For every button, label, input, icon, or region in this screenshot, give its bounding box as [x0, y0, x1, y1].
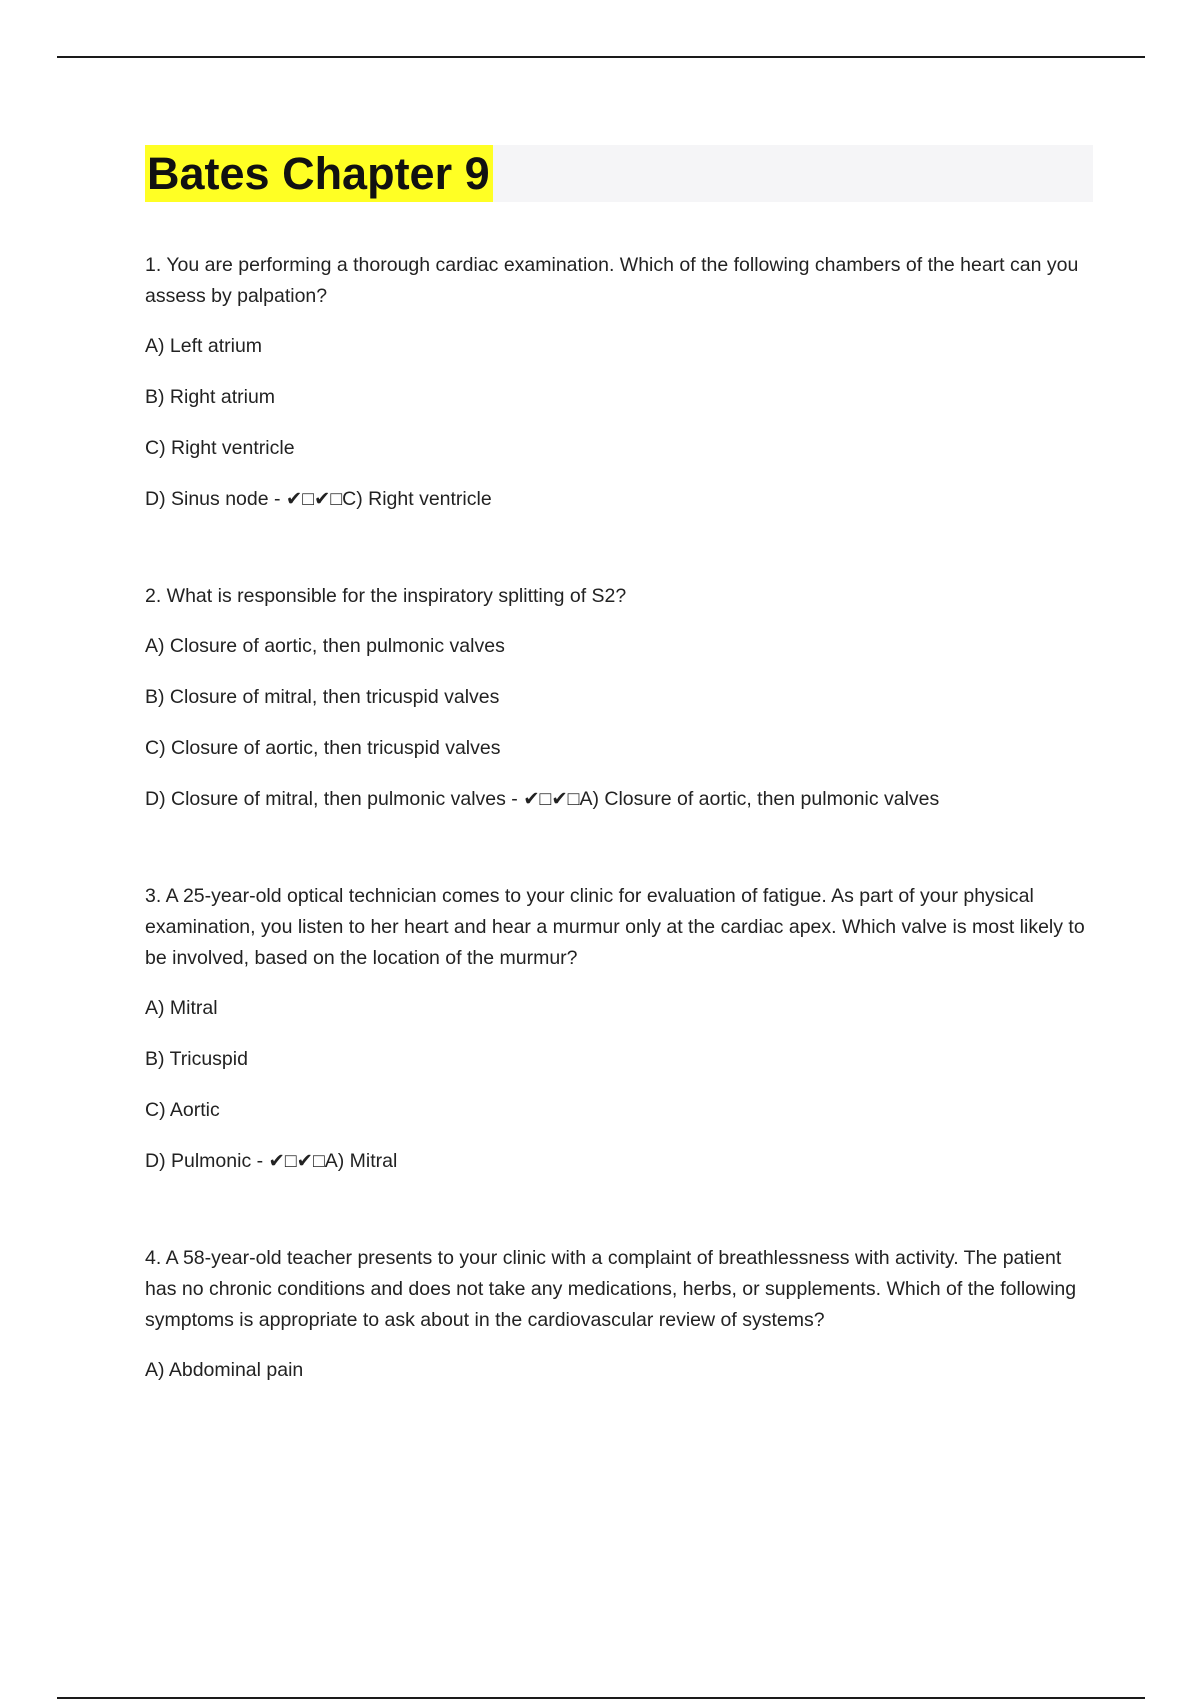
question-stem: 1. You are performing a thorough cardiac examination. Which of the following chambers of the heart can you assess by palpation?: [145, 254, 1079, 307]
question-2: [145, 581, 1085, 815]
answer-option-c: C) Aortic: [145, 1099, 220, 1121]
question-3: [145, 881, 1085, 1177]
answer-option-b: B) Tricuspid: [145, 1048, 248, 1070]
answer-option-a: A) Closure of aortic, then pulmonic valves: [145, 635, 505, 657]
answer-option-a: A) Mitral: [145, 997, 218, 1019]
answer-option-a: A) Abdominal pain: [145, 1359, 304, 1381]
question-stem: 2. What is responsible for the inspiratory splitting of S2?: [145, 585, 627, 607]
question-stem: 4. A 58-year-old teacher presents to your clinic with a complaint of breathlessness with activity. The patient has no chronic conditions and does not take any medications, herbs, or supplements. Which of the following symptoms is appropriate to ask about in the cardiovascular review of systems?: [145, 1247, 1077, 1331]
question-4: [145, 1243, 1085, 1386]
answer-option-d-with-key: D) Sinus node - ✔□✔□C) Right ventricle: [145, 488, 492, 510]
answer-option-d-with-key: D) Pulmonic - ✔□✔□A) Mitral: [145, 1150, 398, 1172]
answer-option-d-with-key: D) Closure of mitral, then pulmonic valves - ✔□✔□A) Closure of aortic, then pulmonic valves: [145, 788, 940, 810]
answer-option-b: B) Closure of mitral, then tricuspid valves: [145, 686, 500, 708]
question-stem: 3. A 25-year-old optical technician comes to your clinic for evaluation of fatigue. As part of your physical examination, you listen to her heart and hear a murmur only at the cardiac apex. Which valve is most likely to be involved, based on the location of the murmur?: [145, 885, 1085, 969]
top-rule: [57, 56, 1145, 58]
answer-option-c: C) Right ventricle: [145, 437, 295, 459]
question-1: [145, 250, 1085, 515]
bottom-rule: [57, 1697, 1145, 1699]
answer-option-c: C) Closure of aortic, then tricuspid valves: [145, 737, 501, 759]
question-list: [145, 250, 1085, 1418]
page-title: Bates Chapter 9: [145, 145, 493, 202]
answer-option-b: B) Right atrium: [145, 386, 276, 408]
answer-option-a: A) Left atrium: [145, 335, 263, 357]
